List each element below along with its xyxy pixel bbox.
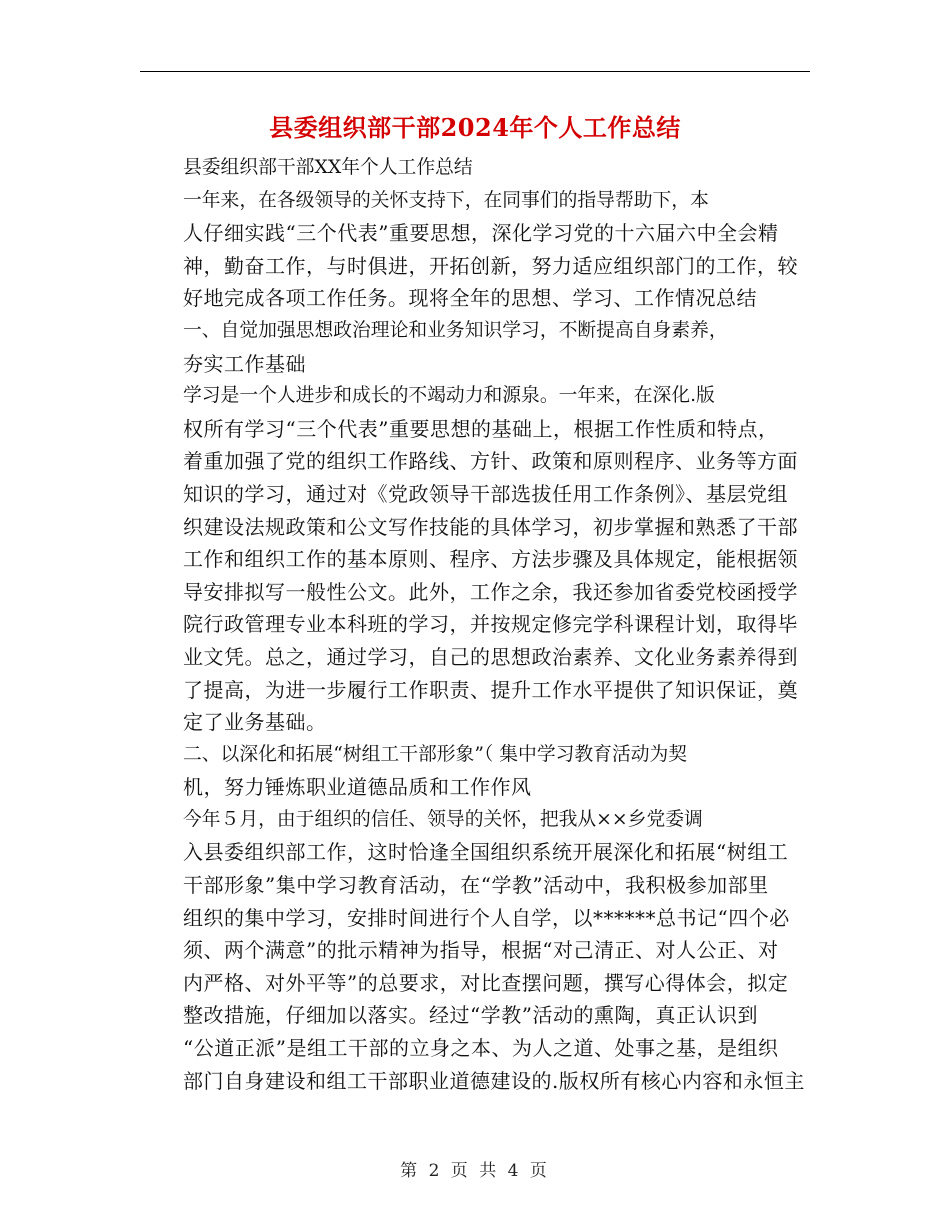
text-line: 院行政管理专业本科班的学习，并按规定修完学科课程计划，取得毕 bbox=[183, 612, 798, 637]
text-line: “公道正派”是组工干部的立身之本、为人之道、处事之基，是组织 bbox=[183, 1036, 779, 1061]
text-line: 内严格、对外平等”的总要求，对比查摆问题，撰写心得体会，拟定 bbox=[183, 970, 789, 995]
text-line: 好地完成各项工作任务。现将全年的思想、学习、工作情况总结 bbox=[183, 286, 757, 311]
text-line: 一、自觉加强思想政治理论和业务知识学习，不断提高自身素养， bbox=[183, 319, 728, 341]
paragraph-study bbox=[143, 380, 811, 739]
text-line: 干部形象”集中学习教育活动，在“学教”活动中，我积极参加部里 bbox=[183, 873, 769, 898]
text-line: 组织的集中学习，安排时间进行个人自学，以******总书记“四个必 bbox=[183, 905, 790, 930]
current-page-number: 2 bbox=[428, 1161, 443, 1181]
page-label-mid: 页 共 bbox=[450, 1161, 500, 1181]
text-line: 导安排拟写一般性公文。此外，工作之余，我还参加省委党校函授学 bbox=[183, 579, 798, 604]
text-line: 知识的学习，通过对《党政领导干部选拔任用工作条例》、基层党组 bbox=[183, 481, 788, 506]
text-line: 了提高，为进一步履行工作职责、提升工作水平提供了知识保证，奠 bbox=[183, 677, 798, 702]
section-heading-1 bbox=[143, 315, 811, 380]
text-line: 整改措施，仔细加以落实。经过“学教”活动的熏陶，真正认识到 bbox=[183, 1003, 758, 1028]
document-title: 县委组织部干部2024年个人工作总结 bbox=[269, 113, 681, 142]
text-line: 须、两个满意”的批示精神为指导，根据“对己清正、对人公正、对 bbox=[183, 938, 779, 963]
text-line: 二、以深化和拓展“树组工干部形象”（ 集中学习教育活动为契 bbox=[183, 743, 688, 765]
document-body bbox=[143, 152, 811, 1097]
paragraph-activity bbox=[143, 804, 811, 1097]
page-label-prefix: 第 bbox=[400, 1161, 421, 1181]
text-line: 人仔细实践“三个代表”重要思想，深化学习党的十六届六中全会精 bbox=[183, 221, 779, 246]
text-line: 部门自身建设和组工干部职业道德建设的.版权所有核心内容和永恒主 bbox=[183, 1068, 805, 1093]
text-line: 机，努力锤炼职业道德品质和工作作风 bbox=[183, 775, 532, 800]
subtitle-paragraph bbox=[143, 152, 811, 185]
page-footer bbox=[0, 1156, 950, 1181]
text-line: 织建设法规政策和公文写作技能的具体学习，初步掌握和熟悉了干部 bbox=[183, 514, 798, 539]
text-line: 夯实工作基础 bbox=[183, 351, 306, 376]
subtitle-line: 县委组织部干部XX年个人工作总结 bbox=[183, 157, 473, 178]
text-line: 今年５月，由于组织的信任、领导的关怀，把我从××乡党委调 bbox=[183, 808, 703, 830]
text-line: 一年来，在各级领导的关怀支持下，在同事们的指导帮助下，本 bbox=[183, 189, 709, 211]
text-line: 神，勤奋工作，与时俱进，开拓创新，努力适应组织部门的工作，较 bbox=[183, 253, 798, 278]
text-line: 权所有学习“三个代表”重要思想的基础上，根据工作性质和特点， bbox=[183, 416, 779, 441]
text-line: 学习是一个人进步和成长的不竭动力和源泉。一年来，在深化.版 bbox=[183, 385, 715, 407]
text-line: 工作和组织工作的基本原则、程序、方法步骤及具体规定，能根据领 bbox=[183, 547, 798, 572]
page-label-suffix: 页 bbox=[529, 1161, 550, 1181]
text-line: 入县委组织部工作，这时恰逢全国组织系统开展深化和拓展“树组工 bbox=[183, 840, 789, 865]
text-line: 业文凭。总之，通过学习，自己的思想政治素养、文化业务素养得到 bbox=[183, 644, 798, 669]
text-line: 着重加强了党的组织工作路线、方针、政策和原则程序、业务等方面 bbox=[183, 449, 798, 474]
total-pages-number: 4 bbox=[507, 1161, 522, 1181]
paragraph-intro bbox=[143, 185, 811, 315]
header-rule bbox=[140, 71, 810, 72]
section-heading-2 bbox=[143, 739, 811, 804]
text-line: 定了业务基础。 bbox=[183, 710, 327, 735]
